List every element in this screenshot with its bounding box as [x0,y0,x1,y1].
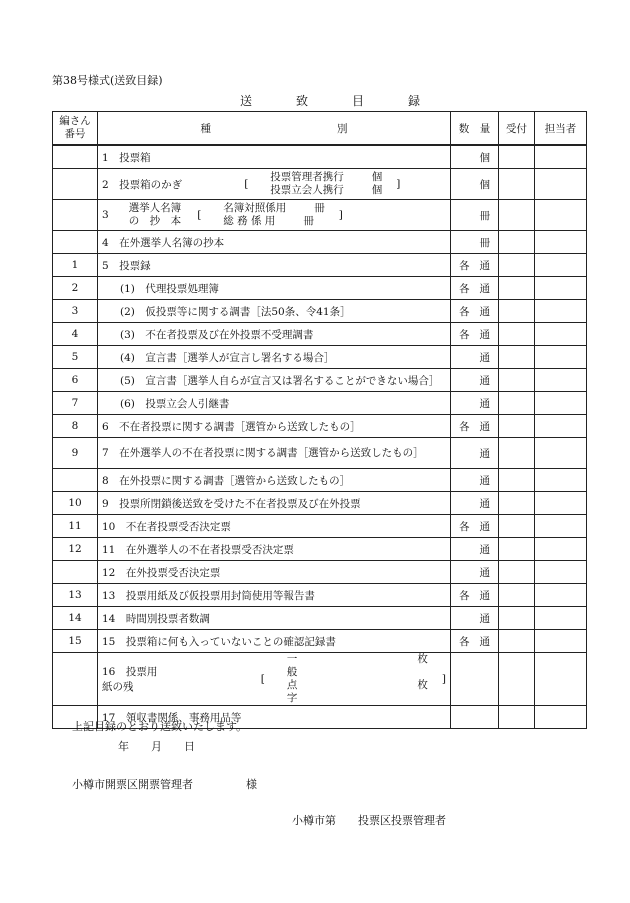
row-person[interactable] [535,607,587,630]
row-number [53,653,98,706]
row-person[interactable] [535,653,587,706]
row-kind [98,515,451,538]
row-quantity [451,515,499,538]
row-kind [98,492,451,515]
row-person[interactable] [535,584,587,607]
row-receipt[interactable] [499,561,535,584]
row-person[interactable] [535,277,587,300]
table-row [53,369,587,392]
row-quantity [451,538,499,561]
table-row [53,561,587,584]
table-row [53,538,587,561]
row-kind [98,469,451,492]
row-kind [98,392,451,415]
row-receipt[interactable] [499,630,535,653]
row-kind: 16 投票用紙の残 [ 一般 枚 点字 枚 ] [98,653,451,706]
quantity-each: 各 [459,282,470,295]
row-kind [98,538,451,561]
row-kind [98,438,451,469]
row-person[interactable] [535,200,587,231]
kind-label: (4) 宣言書［選挙人が宣言し署名する場合］ [120,351,335,364]
bracket-item: 総 務 係 用 [223,215,276,227]
quantity-unit: 通 [479,374,490,387]
row-number: 8 [53,415,98,438]
table-row [53,438,587,469]
table-row [53,254,587,277]
row-kind [98,277,451,300]
document-title [240,92,464,109]
bracket-unit: 冊 [314,202,325,214]
row-kind [98,231,451,254]
kind-label: 10 不在者投票受否決定票 [102,520,231,533]
row-quantity [451,630,499,653]
table-row [53,469,587,492]
row-receipt[interactable] [499,706,535,729]
row-number: 13 [53,584,98,607]
quantity-unit: 通 [479,351,490,364]
bracket-unit: 枚 [417,653,428,665]
kind-label: 9 投票所閉鎖後送致を受けた不在者投票及び在外投票 [102,497,361,510]
row-kind [98,323,451,346]
row-quantity [451,200,499,231]
header-number: 編さん番号 [53,112,98,146]
form-number: 第38号様式(送致目録) [52,74,163,87]
table-row [53,415,587,438]
row-person[interactable] [535,231,587,254]
item-table [52,111,587,729]
table-row [53,653,587,706]
row-number [53,145,98,169]
row-person[interactable] [535,561,587,584]
kind-label: 3 [102,209,109,221]
quantity-unit: 通 [479,520,490,533]
quantity-unit: 通 [479,612,490,625]
row-quantity [451,254,499,277]
row-receipt[interactable] [499,300,535,323]
row-kind [98,145,451,169]
row-receipt[interactable] [499,254,535,277]
kind-label: (5) 宣言書［選挙人自らが宣言又は署名することができない場合］ [120,374,440,387]
table-body [53,145,587,729]
table-row [53,277,587,300]
row-quantity [451,323,499,346]
row-quantity [451,392,499,415]
kind-label: 7 在外選挙人の不在者投票に関する調書［選管から送致したもの］ [102,446,424,459]
kind-label: (6) 投票立会人引継書 [120,397,230,410]
kind-label: 8 在外投票に関する調書［選管から送致したもの］ [102,474,351,487]
header-receipt: 受付 [499,112,535,146]
bracket-unit: 冊 [303,215,314,227]
row-person[interactable] [535,254,587,277]
row-number: 1 [53,254,98,277]
row-kind [98,369,451,392]
row-receipt[interactable] [499,607,535,630]
quantity-each: 各 [459,420,470,433]
bracket-item: 投票管理者携行 [270,171,344,183]
row-kind [98,584,451,607]
quantity-each: 各 [459,635,470,648]
kind-label: 12 在外投票受否決定票 [102,566,221,579]
row-receipt[interactable] [499,369,535,392]
row-person[interactable] [535,515,587,538]
row-quantity [451,607,499,630]
row-person[interactable] [535,145,587,169]
quantity-unit: 通 [479,497,490,510]
kind-label: (3) 不在者投票及び在外投票不受理調書 [120,328,314,341]
row-number: 6 [53,369,98,392]
kind-left-line: 選挙人名簿 [128,202,182,214]
row-quantity [451,415,499,438]
row-kind [98,630,451,653]
row-quantity [451,653,499,706]
bracket-unit: 個 [371,171,383,183]
honorific: 様 [246,778,257,791]
row-number [53,561,98,584]
row-receipt[interactable] [499,277,535,300]
bracket-items [270,171,382,197]
row-quantity [451,492,499,515]
row-person[interactable] [535,346,587,369]
row-kind [98,300,451,323]
row-person[interactable] [535,438,587,469]
bracket-item: 投票立会人携行 [270,184,344,196]
row-number: 11 [53,515,98,538]
row-quantity [451,438,499,469]
quantity-unit: 通 [479,282,490,295]
bracket-item: 一般 [286,653,298,678]
kind-label: 16 投票用紙の残 [102,666,158,693]
bracket-unit: 枚 [417,679,428,691]
table-row [53,323,587,346]
kind-label: (2) 仮投票等に関する調書［法50条、令41条］ [120,305,351,318]
kind-left [129,202,182,228]
row-quantity [451,346,499,369]
header-kind: 種 別 [98,112,451,146]
row-receipt[interactable] [499,145,535,169]
bracket-items [223,202,325,228]
row-receipt[interactable] [499,653,535,706]
row-person[interactable] [535,492,587,515]
row-person[interactable] [535,369,587,392]
quantity-unit: 通 [479,397,490,410]
table-row [53,392,587,415]
bracket-items [287,653,428,705]
title-char: 目 [352,94,367,108]
quantity-each: 各 [459,305,470,318]
table-row [53,492,587,515]
row-person[interactable] [535,630,587,653]
title-char: 送 [240,94,255,108]
quantity-unit: 通 [479,543,490,556]
row-number [53,231,98,254]
quantity-unit: 個 [479,178,490,191]
row-kind [98,607,451,630]
row-receipt[interactable] [499,438,535,469]
row-number: 5 [53,346,98,369]
row-person[interactable] [535,300,587,323]
quantity-each: 各 [459,520,470,533]
row-quantity [451,277,499,300]
kind-label: (1) 代理投票処理簿 [120,282,219,295]
row-number: 14 [53,607,98,630]
row-number: 7 [53,392,98,415]
quantity-unit: 通 [479,328,490,341]
table-row [53,300,587,323]
quantity-unit: 通 [479,566,490,579]
date-line: 年 月 日 [118,740,195,753]
quantity-unit: 通 [479,447,490,460]
row-receipt[interactable] [499,323,535,346]
quantity-unit: 冊 [479,236,490,249]
row-receipt[interactable] [499,231,535,254]
table-row [53,607,587,630]
sender-title: 小樽市第 投票区投票管理者 [292,814,446,827]
row-number: 3 [53,300,98,323]
kind-label: 6 不在者投票に関する調書［選管から送致したもの］ [102,420,361,433]
table-row [53,231,587,254]
row-kind [98,561,451,584]
quantity-unit: 通 [479,420,490,433]
statement-text: 上記目録のとおり送致いたします。 [72,720,248,733]
row-receipt[interactable] [499,200,535,231]
bracket-unit: 個 [371,184,383,196]
row-number: 10 [53,492,98,515]
row-kind [98,346,451,369]
header-quantity: 数 量 [451,112,499,146]
table-row [53,630,587,653]
row-receipt[interactable] [499,392,535,415]
row-person[interactable] [535,538,587,561]
kind-label: 1 投票箱 [102,151,151,164]
kind-label: 2 投票箱のかぎ [102,178,183,191]
kind-label: 13 投票用紙及び仮投票用封筒使用等報告書 [102,589,315,602]
row-person[interactable] [535,169,587,200]
quantity-each: 各 [459,589,470,602]
row-receipt[interactable] [499,415,535,438]
kind-label: 15 投票箱に何も入っていないことの確認記録書 [102,635,336,648]
row-kind: 2 投票箱のかぎ [ 投票管理者携行 個 投票立会人携行 個 ] [98,169,451,200]
table-row [53,584,587,607]
quantity-unit: 通 [479,259,490,272]
bracket-item: 点字 [286,679,298,704]
row-number: 12 [53,538,98,561]
row-receipt[interactable] [499,469,535,492]
table-row [53,169,587,200]
row-person[interactable] [535,469,587,492]
row-person[interactable] [535,392,587,415]
row-kind [98,415,451,438]
row-quantity [451,706,499,729]
quantity-unit: 通 [479,305,490,318]
row-quantity [451,469,499,492]
table-row [53,346,587,369]
row-number: 4 [53,323,98,346]
row-receipt[interactable] [499,169,535,200]
kind-label: 4 在外選挙人名簿の抄本 [102,236,225,249]
quantity-unit: 個 [479,151,490,164]
row-receipt[interactable] [499,538,535,561]
kind-label: 17 領収書関係、事務用品等 [102,711,242,724]
header-person: 担当者 [535,112,587,146]
row-quantity [451,561,499,584]
row-quantity [451,300,499,323]
row-kind: 3 選挙人名簿 の 抄 本 [ 名簿対照係用 冊 総 務 係 用 冊 ] [98,200,451,231]
row-receipt[interactable] [499,346,535,369]
quantity-unit: 通 [479,474,490,487]
quantity-unit: 通 [479,635,490,648]
row-person[interactable] [535,323,587,346]
row-quantity [451,369,499,392]
recipient-title: 小樽市開票区開票管理者 [72,778,193,791]
kind-label: 14 時間別投票者数調 [102,612,210,625]
row-number [53,169,98,200]
row-person[interactable] [535,415,587,438]
row-receipt[interactable] [499,515,535,538]
title-char: 録 [408,94,423,108]
kind-label: 5 投票録 [102,259,151,272]
row-quantity [451,584,499,607]
row-receipt[interactable] [499,584,535,607]
row-quantity [451,145,499,169]
row-number: 9 [53,438,98,469]
table-row [53,200,587,231]
row-kind [98,254,451,277]
row-number: 15 [53,630,98,653]
quantity-unit: 通 [479,589,490,602]
table-row [53,515,587,538]
row-quantity [451,231,499,254]
row-number [53,469,98,492]
table-row [53,145,587,169]
row-number: 2 [53,277,98,300]
title-char: 致 [296,94,311,108]
row-quantity [451,169,499,200]
kind-left-line: の 抄 本 [128,215,182,227]
row-receipt[interactable] [499,492,535,515]
quantity-each: 各 [459,328,470,341]
row-number [53,200,98,231]
kind-label: 11 在外選挙人の不在者投票受否決定票 [102,543,294,556]
bracket-item: 名簿対照係用 [223,202,287,214]
quantity-each: 各 [459,259,470,272]
quantity-unit: 冊 [479,209,490,222]
row-person[interactable] [535,706,587,729]
